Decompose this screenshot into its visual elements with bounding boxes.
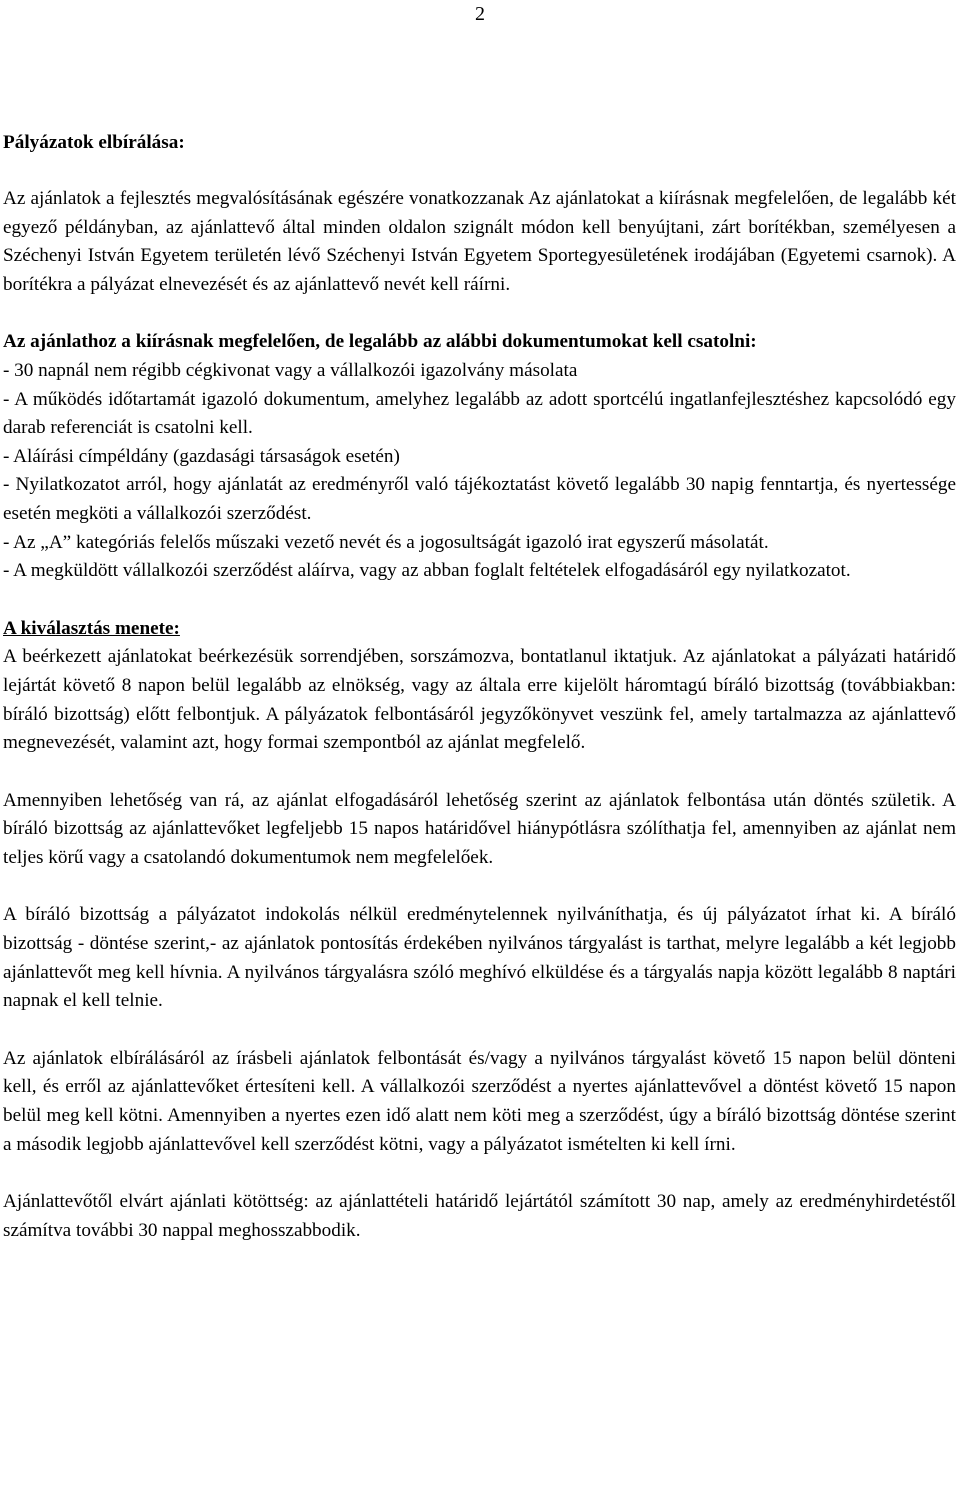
- document-body: [3, 128, 956, 1245]
- document-list-item: - Aláírási címpéldány (gazdasági társaságok esetén): [3, 445, 400, 467]
- section-heading-selection: A kiválasztás menete:: [3, 617, 180, 639]
- selection-paragraph-negotiation: A bíráló bizottság a pályázatot indokolás nélkül eredménytelennek nyilváníthatja, és új pályázatot írhat ki. A bíráló bizottság - döntése szerint,- az ajánlatok pontosítás érdekében nyilvános tárgyalást is tarthat, melyre legalább a két legjobb ajánlattevőt meg kell hívnia. A nyilvános tárgyalásra szóló meghívó elküldése és a tárgyalás napja között legalább 8 naptári napnak el kell telnie.: [3, 904, 956, 1012]
- required-documents-heading: Az ajánlathoz a kiírásnak megfelelően, de legalább az alábbi dokumentumokat kell csatolni:: [3, 331, 757, 353]
- document-list-item: - A működés időtartamát igazoló dokumentum, amelyhez legalább az adott sportcélú ingatlanfejlesztéshez kapcsolódó egy darab referenciát is csatolni kell.: [3, 388, 956, 439]
- page-number: 2: [475, 3, 485, 25]
- document-list-item: - A megküldött vállalkozói szerződést aláírva, vagy az abban foglalt feltételek elfogadásáról egy nyilatkozatot.: [3, 560, 851, 582]
- selection-paragraph-decision: Amennyiben lehetőség van rá, az ajánlat elfogadásáról lehetőség szerint az ajánlatok felbontása után döntés születik. A bíráló bizottság az ajánlattevőket legfeljebb 15 napos határidővel hiánypótlásra szólíthatja fel, amennyiben az ajánlat nem teljes körű vagy a csatolandó dokumentumok nem megfelelőek.: [3, 789, 956, 868]
- document-list-item: - 30 napnál nem régibb cégkivonat vagy a vállalkozói igazolvány másolata: [3, 359, 578, 381]
- document-list-item: - Nyilatkozatot arról, hogy ajánlatát az eredményről való tájékoztatást követő legalább 30 napig fenntartja, és nyertessége esetén megköti a vállalkozói szerződést.: [3, 474, 956, 524]
- document-list-item: - Az „A” kategóriás felelős műszaki vezető nevét és a jogosultságát igazoló irat egyszerű másolatát.: [3, 531, 769, 553]
- selection-paragraph-contract: Az ajánlatok elbírálásáról az írásbeli ajánlatok felbontását és/vagy a nyilvános tárgyalást követő 15 napon belül dönteni kell, és erről az ajánlattevőket értesíteni kell. A vállalkozói szerződést a nyertes ajánlattevővel a döntést követő 15 napon belül meg kell kötni. Amennyiben a nyertes ezen idő alatt nem köti meg a szerződést, úgy a bíráló bizottság döntése szerint a második legjobb ajánlattevővel kell szerződést kötni, vagy a pályázatot ismételten ki kell írni.: [3, 1047, 956, 1155]
- selection-paragraph-binding-period: Ajánlattevőtől elvárt ajánlati kötöttség: az ajánlattételi határidő lejártától számított 30 nap, amely az eredményhirdetéstől számítva további 30 nappal meghosszabbodik.: [3, 1191, 956, 1241]
- selection-paragraph-opening: A beérkezett ajánlatokat beérkezésük sorrendjében, sorszámozva, bontatlanul iktatjuk. Az ajánlatokat a pályázati határidő lejártát követő 8 napon belül legalább az elnökség, vagy az általa erre kijelölt háromtagú bíráló bizottság (továbbiakban: bíráló bizottság) előtt felbontjuk. A pályázatok felbontásáról jegyzőkönyvet veszünk fel, amely tartalmazza az ajánlattevő megnevezését, valamint azt, hogy formai szempontból az ajánlat megfelelő.: [3, 646, 956, 754]
- section-heading-evaluation: Pályázatok elbírálása:: [3, 132, 185, 153]
- submission-paragraph: Az ajánlatok a fejlesztés megvalósításának egészére vonatkozzanak Az ajánlatokat a kiírásnak megfelelően, de legalább két egyező példányban, az ajánlattevő által minden oldalon szignált módon kell benyújtani, zárt borítékban, személyesen a Széchenyi István Egyetem területén lévő Széchenyi István Egyetem Sportegyesületének irodájában (Egyetemi csarnok). A borítékra a pályázat elnevezését és az ajánlattevő nevét kell ráírni.: [3, 188, 956, 295]
